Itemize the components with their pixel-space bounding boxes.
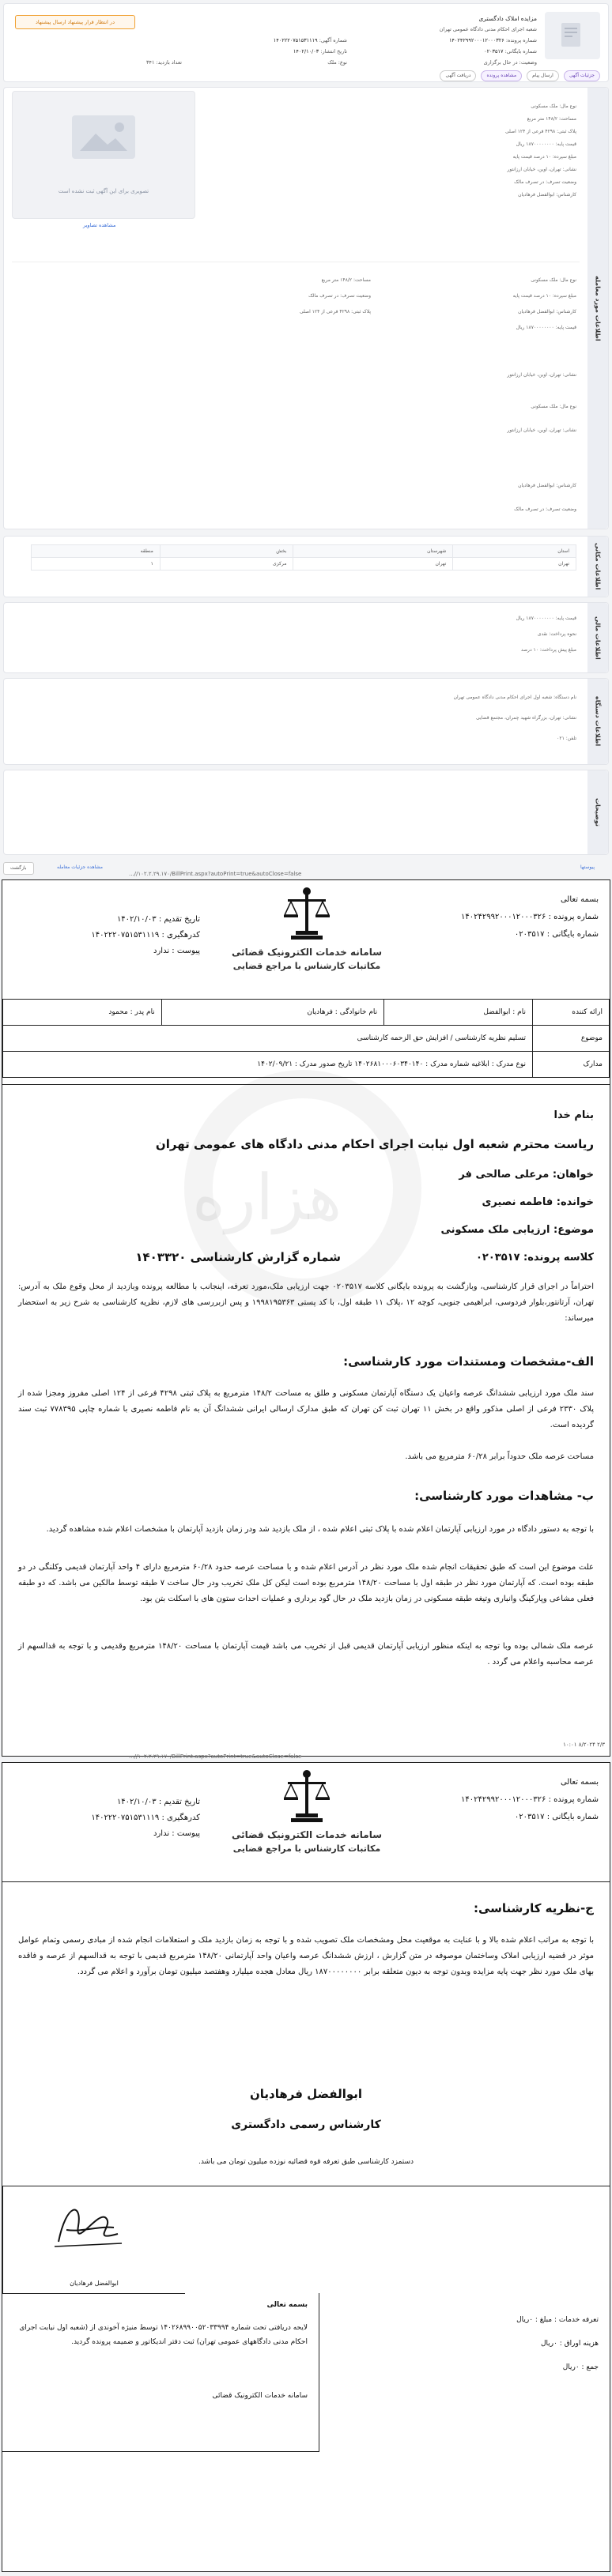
attachment-status: پیوست : ندارد xyxy=(153,1829,200,1838)
doc-emblem-block xyxy=(216,1768,398,1854)
tab-details[interactable]: جزئیات آگهی xyxy=(564,70,600,81)
info-row: کارشناس: ابوالفضل فرهادیان xyxy=(518,483,576,488)
section-b-text-3: عرصه ملک شمالی بوده وبا توجه به اینکه منظور ارزیابی آپارتمان قدیمی قبل از تخریب می باشد قیمت آپارتمان با مساحت ۱۴۸/۲۰ مترمربع وقدیمی و با توجه به قدالسهم از عرصه محاسبه واعلام می گردد . xyxy=(18,1642,594,1666)
doc-system-subtitle: مکاتبات کارشناس با مراجع قضایی xyxy=(232,961,381,971)
tracking-code: کدرهگیری : ۱۴۰۲۲۲۰۷۵۱۵۳۱۱۱۹ xyxy=(91,931,200,940)
notice-status: وضعیت: در حال برگزاری xyxy=(483,59,537,66)
fee-service: تعرفه خدمات : مبلغ : ۰ریال xyxy=(516,2316,599,2324)
submit-date: تاریخ تقدیم : ۱۴۰۲/۱۰/۰۳ xyxy=(116,1798,200,1806)
bismillah-small: بسمه تعالی xyxy=(560,1778,599,1787)
info-row: وضعیت تصرف: در تصرف مالک xyxy=(514,507,576,512)
info-row: مساحت: ۱۴۸/۲ متر مربع xyxy=(321,277,371,283)
archive-no-row: شماره بایگانی: ۰۲۰۳۵۱۷ xyxy=(484,48,537,55)
report-page-2 xyxy=(2,1753,610,2572)
info-row: پلاک ثبتی: ۴۲۹۸ فرعی از ۱۲۴ اصلی xyxy=(504,129,576,134)
location-table xyxy=(31,544,576,571)
org-section-label: اطلاعات دستگاه xyxy=(587,679,608,764)
no-image-text: تصویری برای این آگهی ثبت نشده است xyxy=(58,188,149,194)
financial-row: مبلغ پیش پرداخت: ۱۰ درصد xyxy=(520,647,576,653)
doc-header-right xyxy=(440,891,599,943)
property-section-label: اطلاعات مورد معامله xyxy=(587,88,608,529)
doc-system-title: سامانه خدمات الکترونیک قضائی xyxy=(231,947,383,958)
info-row: قیمت پایه: ۱۸۷۰۰۰۰۰۰۰۰ ریال xyxy=(516,325,576,330)
image-placeholder xyxy=(12,91,195,219)
info-row: نوع مال: ملک مسکونی xyxy=(531,277,576,283)
view-details-button[interactable]: مشاهده جزئیات معامله xyxy=(57,864,103,870)
judiciary-scales-icon xyxy=(283,1768,331,1825)
submitter-father: نام پدر : محمود xyxy=(3,1000,162,1026)
financial-section-label: اطلاعات مالی xyxy=(587,603,608,672)
info-row: نشانی: تهران، اوین، خیابان ارزانتور xyxy=(507,427,576,433)
location-header: بخش xyxy=(160,545,293,558)
addressee: ریاست محترم شعبه اول نیابت اجرای احکام مدنی دادگاه های عمومی تهران xyxy=(155,1137,594,1151)
financial-row: قیمت پایه: ۱۸۷۰۰۰۰۰۰۰۰ ریال xyxy=(516,616,576,621)
fee-note: دستمزد کارشناسی طبق تعرفه قوه قضائیه نوزده میلیون تومان می باشد. xyxy=(198,2158,414,2166)
page-footer: ۲/۳ ۸/۲۰۲۴ ۱۰:۰۱ xyxy=(563,1742,605,1748)
receipt-box xyxy=(2,2293,319,2452)
section-c-heading: ج-نظریه کارشناسی: xyxy=(474,1901,594,1915)
attachments-link[interactable]: پیوستها xyxy=(580,864,595,870)
org-row: تلفن: ۰۲۱ xyxy=(557,736,576,741)
info-row: مبلغ سپرده: ۱۰ درصد قیمت پایه xyxy=(512,154,576,160)
attachment-status: پیوست : ندارد xyxy=(153,947,200,955)
org-section xyxy=(3,678,609,765)
info-row: مبلغ سپرده: ۱۰ درصد قیمت پایه xyxy=(512,293,576,299)
handwritten-signature xyxy=(43,2194,130,2258)
section-b-text-2: علت موضوع این است که طبق تحقیقات انجام شده ملک مورد نظر در آدرس اعلام شده و با مساحت عرصه حدود ۶۰/۲۸ مترمربع دارای ۴ واحد آپارتمان قدیمی وکلنگی در دو طبقه بوده است. که آپارتمان مورد نظر در طبقه اول با مساحت ۱۴۸/۲۰ مترمربع بوده است لیکن کل ملک تخریب ودر حال ساخت ۷ طبقه توسط مالکین می باشد. که دو طبقه فعلی مشاعی وپارکینگ وانباری وتیغه طبقه مسکونی در زمان بازدید ملک در حال گود برداری و عملیات احداث ستون های با اسکلت بتن بود. xyxy=(18,1563,595,1603)
notice-title: مزایده املاک دادگستری xyxy=(478,15,537,22)
section-a-text: سند ملک مورد ارزیابی ششدانگ عرصه واعیان یک دستگاه آپارتمان مسکونی و طلق به مساحت ۱۴۸/۲ مترمربع به پلاک ثبتی ۴۲۹۸ فرعی از ۱۲۴ اصلی مفروز ومجزا شده از پلاک ۲۳۳۰ فرعی از اصلی مذکور واقع در بخش ۱۱ تهران ثبت کن تهران که طبق مدارک ارسالی ایرانی ششدانگ آن به نام فاطمه نصیری با شماره چاپی ۷۷۸۳۹۵ ثبت سند گردیده است. xyxy=(18,1389,595,1429)
signature-box xyxy=(2,2186,185,2294)
notice-subtitle: شعبه اجرای احکام مدنی دادگاه عمومی تهران xyxy=(439,26,537,32)
doc-header-right xyxy=(440,1774,599,1826)
financial-row: نحوه پرداخت: نقدی xyxy=(537,631,576,637)
doc-info-grid xyxy=(2,999,610,1078)
subject-value: تسلیم نظریه کارشناسی / افزایش حق الزحمه کارشناسی xyxy=(3,1026,533,1052)
fees-block xyxy=(516,2308,599,2379)
doc-header xyxy=(2,880,610,1000)
info-row: قیمت پایه: ۱۸۷۰۰۰۰۰۰۰۰ ریال xyxy=(516,141,576,147)
send-offer-button[interactable]: در انتظار قرار پیشنهاد ارسال پیشنهاد xyxy=(15,15,135,29)
defendant: خوانده: فاطمه نصیری xyxy=(482,1196,594,1208)
tab-download[interactable]: دریافت آگهی xyxy=(440,70,476,81)
submitter-name: نام : ابوالفضل xyxy=(384,1000,533,1026)
doc-archive-no: شماره بایگانی : ۰۲۰۳۵۱۷ xyxy=(514,930,599,939)
signature-caption: ابوالفضل فرهادیان xyxy=(70,2280,119,2287)
judiciary-scales-icon xyxy=(283,885,331,942)
section-b-text: با توجه به دستور دادگاه در مورد ارزیابی آپارتمان اعلام شده با پلاک ثبتی اعلام شده ، از ملک بازدید شد ودر زمان بازدید آپارتمان با مشخصات اعلام شده مشاهده گردید. xyxy=(46,1525,594,1534)
receipt-text: لایحه دریافتی تحت شماره ۱۴۰۲۶۸۹۹۰۰۵۲۰۳۳۹۹۴ توسط منیژه آخوندی از (شعبه اول نیابت اجرای احکام مدنی دادگاههای عمومی تهران) ثبت دفتر اندیکاتور و ضمیمه پرونده گردید. xyxy=(19,2324,308,2346)
location-cell: مرکزی xyxy=(160,558,293,571)
location-cell: تهران xyxy=(453,558,576,571)
report-no: شماره گزارش کارشناسی ۱۴۰۳۳۲۰ xyxy=(135,1250,341,1264)
info-row: وضعیت تصرف: در تصرف مالک xyxy=(514,179,576,185)
location-header: استان xyxy=(453,545,576,558)
bottom-action-bar xyxy=(3,860,609,876)
submit-date: تاریخ تقدیم : ۱۴۰۲/۱۰/۰۳ xyxy=(116,915,200,924)
docs-value: نوع مدرک : ابلاغیه شماره مدرک : ۱۴۰۲۶۸۱۰۰۰۶۰۳۴۰۱۴۰ تاریخ صدور مدرک : ۱۴۰۲/۰۹/۲۱ xyxy=(3,1052,533,1078)
notice-header-card xyxy=(3,3,609,82)
location-section xyxy=(3,536,609,597)
notes-section-label: توضیحات xyxy=(587,770,608,854)
notice-tabs xyxy=(440,70,600,81)
subject-label: موضوع xyxy=(533,1026,610,1052)
print-url: ...//۱۰۲.۲.۲۹.۱۷۰/BillPrint.aspx?autoPrint=true&autoClose=false xyxy=(129,1753,302,1760)
section-a-text-2: مساحت عرصه ملک حدوداً برابر ۶۰/۲۸ مترمربع می باشد. xyxy=(405,1452,594,1461)
fee-paper: هزینه اوراق : ۰ریال xyxy=(540,2340,599,2348)
topic: موضوع: ارزیابی ملک مسکونی xyxy=(440,1224,594,1236)
doc-archive-no: شماره بایگانی : ۰۲۰۳۵۱۷ xyxy=(514,1813,599,1821)
portal-view xyxy=(0,0,612,876)
tracking-code: کدرهگیری : ۱۴۰۲۲۲۰۷۵۱۵۳۱۱۱۹ xyxy=(91,1813,200,1822)
intro-paragraph: احتراماً در اجرای قرار کارشناسی، وبازگشت به پرونده بایگانی کلاسه ۰۲۰۳۵۱۷ جهت ارزیابی ملک،مورد تعرفه، اینجانب با مطالعه پرونده وبازدید از محل وقوع ملک به آدرس: تهران، آرتانتور،بلوار فردوسی، ابراهیمی جنوبی، کوچه ۱۲ ،پلاک ۱۱ طبقه اول، با کد پستی ۱۹۹۸۱۹۵۳۶۳ و پس ازبررسی های لازم، نظریه کارشناسی به شرح زیر به استحضار میرساند: xyxy=(18,1282,594,1323)
notes-section xyxy=(3,770,609,855)
info-row: نشانی: تهران، اوین، خیابان ارزانتور xyxy=(507,167,576,172)
doc-system-title: سامانه خدمات الکترونیک قضائی xyxy=(231,1829,383,1840)
property-type: نوع: ملک xyxy=(327,59,347,66)
docs-label: مدارک xyxy=(533,1052,610,1078)
publish-date-row: تاریخ انتشار: ۱۴۰۲/۱۰/۰۳ xyxy=(293,48,347,55)
receipt-signature: سامانه خدمات الکترونیک قضائی xyxy=(212,2392,308,2400)
info-row: نشانی: تهران، اوین، خیابان ارزانتور xyxy=(507,372,576,378)
info-row: نوع مال: ملک مسکونی xyxy=(531,404,576,409)
info-row: کارشناس: ابوالفضل فرهادیان xyxy=(518,192,576,198)
doc-header-left xyxy=(26,1795,200,1842)
signer-title: کارشناس رسمی دادگستری xyxy=(231,2118,381,2131)
signer-name: ابوالفضل فرهادیان xyxy=(249,2087,363,2101)
info-row: مساحت: ۱۴۸/۲ متر مربع xyxy=(527,116,576,122)
receipt-title: بسمه تعالی xyxy=(266,2301,308,2309)
doc-file-no: شماره پرونده : ۱۴۰۲۴۲۹۹۲۰۰۰۱۲۰۰۰۳۲۶ xyxy=(460,913,599,921)
doc-header xyxy=(2,1763,610,1882)
tab-message[interactable]: ارسال پیام xyxy=(527,70,559,81)
location-header: شهرستان xyxy=(293,545,453,558)
doc-system-subtitle: مکاتبات کارشناس با مراجع قضایی xyxy=(232,1843,381,1854)
report-page-1 xyxy=(2,871,610,1757)
doc-header-left xyxy=(26,912,200,959)
bismillah-small: بسمه تعالی xyxy=(560,895,599,904)
no-image-icon xyxy=(68,111,139,167)
section-b-heading: ب- مشاهدات مورد کارشناسی: xyxy=(414,1489,594,1503)
location-cell: تهران xyxy=(293,558,453,571)
document-icon xyxy=(557,20,588,51)
property-section xyxy=(3,87,609,529)
org-row: نام دستگاه: شعبه اول اجرای احکام مدنی دادگاه عمومی تهران xyxy=(453,695,576,700)
info-row: وضعیت تصرف: در تصرف مالک xyxy=(308,293,371,299)
info-row: کارشناس: ابوالفضل فرهادیان xyxy=(518,309,576,314)
submitter-label: ارائه کننده xyxy=(533,1000,610,1026)
doc-file-no: شماره پرونده : ۱۴۰۲۴۲۹۹۲۰۰۰۱۲۰۰۰۳۲۶ xyxy=(460,1795,599,1804)
bismillah: بنام خدا xyxy=(553,1109,594,1121)
case-no: کلاسه پرونده: ۰۲۰۳۵۱۷ xyxy=(475,1252,594,1264)
location-cell: ۱ xyxy=(32,558,161,571)
location-section-label: اطلاعات مکانی xyxy=(587,537,608,597)
submitter-family: نام خانوادگی : فرهادیان xyxy=(161,1000,383,1026)
watermark-logo: هزاره xyxy=(192,1161,342,1234)
back-button[interactable]: بازگشت xyxy=(3,862,34,875)
financial-section xyxy=(3,602,609,673)
info-row: پلاک ثبتی: ۴۲۹۸ فرعی از ۱۲۴ اصلی xyxy=(299,309,371,314)
doc-emblem-block xyxy=(216,885,398,971)
visit-count: تعداد بازدید: ۳۴۱ xyxy=(146,59,182,66)
notice-no-row: شماره آگهی: ۱۴۰۲۲۲۰۷۵۱۵۳۱۱۱۹ xyxy=(273,37,347,43)
plaintiff: خواهان: مرعلی صالحی فر xyxy=(459,1169,594,1181)
section-c-text: با توجه به مراتب اعلام شده بالا و با عنایت به موقعیت محل ومشخصات ملک تصویب شده و با توجه به زمان بازدید ملک و استعلامات انجام شده از مبادی رسمی وتمام عوامل موثر در قضیه ارزیابی املاک وساختمان موصوفه در متن گزارش ، ارزش ششدانگ عرصه واعیان واحد آپارتمانی ۱۴۸/۲۰ مترمربع قدیمی با توجه به قدالسهم از عرصه و فاقده بهای ملک مورد نظر جهت پایه مزایده وبدون توجه به دیون متعلقه برابر ۱۸۷۰۰۰۰۰۰۰۰ ریال معادل هجده میلیارد وهفتصد میلیون تومان برآورد و اعلام می گردد. xyxy=(18,1936,594,1976)
location-header: منطقه xyxy=(32,545,161,558)
org-row: نشانی: تهران، بزرگراه شهید چمران، مجتمع قضایی xyxy=(476,715,576,721)
notice-logo xyxy=(545,12,600,59)
print-url: ...//۱۰۲.۲.۲۹.۱۷۰/BillPrint.aspx?autoPrint=true&autoClose=false xyxy=(129,871,302,877)
fee-total: جمع : ۰ریال xyxy=(562,2363,599,2371)
file-no-row: شماره پرونده: ۱۴۰۲۴۲۹۹۲۰۰۰۱۲۰۰۰۳۲۶ xyxy=(448,37,537,43)
info-row: نوع مال: ملک مسکونی xyxy=(531,104,576,109)
view-images-link[interactable]: مشاهده تصاویر xyxy=(83,222,116,228)
section-a-heading: الف-مشخصات ومستندات مورد کارشناسی: xyxy=(343,1354,594,1369)
tab-file[interactable]: مشاهده پرونده xyxy=(481,70,522,81)
